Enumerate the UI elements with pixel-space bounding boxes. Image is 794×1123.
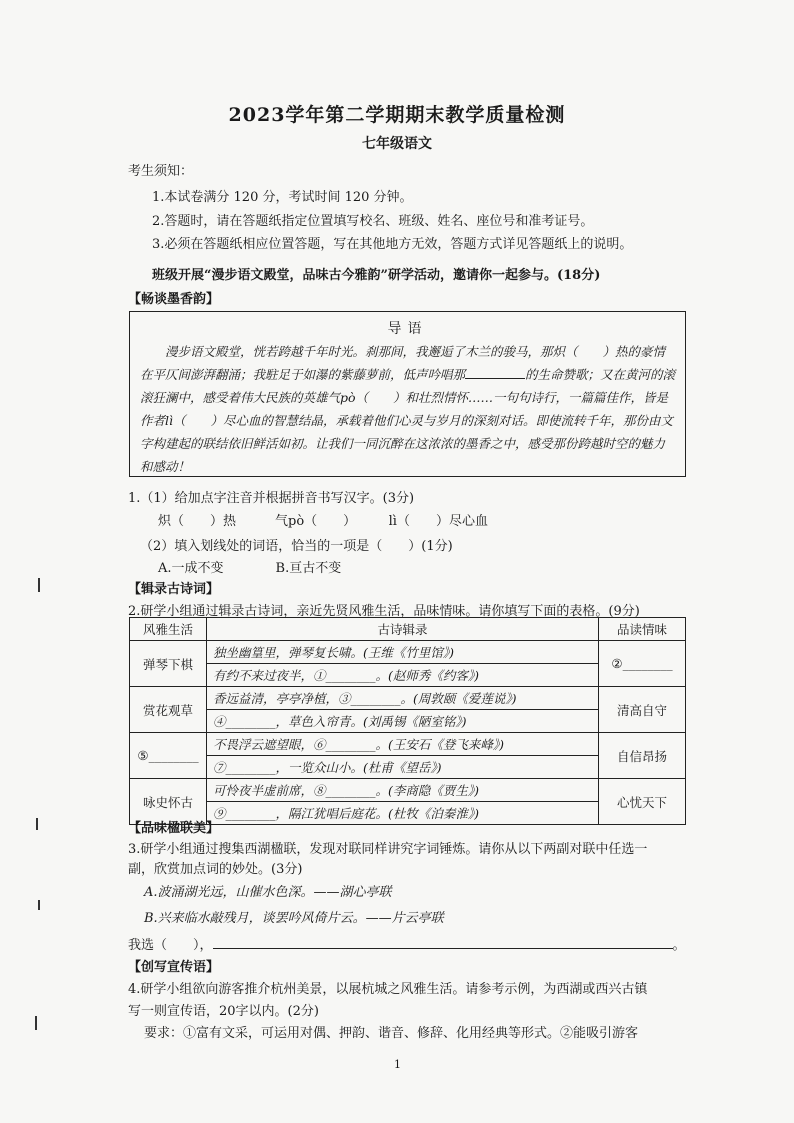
answer-line <box>128 934 686 953</box>
guide-title: 导语 <box>387 321 428 337</box>
table-header: 古诗辑录 <box>207 618 599 641</box>
scan-mark <box>38 900 40 910</box>
table-cell-category: ⑤________ <box>130 733 207 779</box>
answer-choice-label: 我选（ ）， <box>128 938 213 953</box>
answer-end: 。 <box>672 938 686 953</box>
notice-item: 1.本试卷满分 120 分，考试时间 120 分钟。 <box>152 190 413 205</box>
exam-title: 2023学年第二学期期末教学质量检测 <box>228 104 566 126</box>
table-cell-verse: ⑦________，一览众山小。(杜甫《望岳》) <box>207 756 599 779</box>
table-cell-verse: ④________，草色入帘青。(刘禹锡《陋室铭》) <box>207 710 599 733</box>
guide-box <box>129 311 686 477</box>
table-cell-category: 弹琴下棋 <box>130 641 207 687</box>
couplet-option-a: A.波涌湖光远，山催水色深。——湖心亭联 <box>144 885 392 900</box>
question-2-stem: 2.研学小组通过辑录古诗词，亲近先贤风雅生活，品味情味。请你填写下面的表格。(9分) <box>128 604 640 619</box>
section-heading: 【辑录古诗词】 <box>128 582 220 597</box>
question-4-stem-cont: 写一则宣传语，20字以内。(2分) <box>128 1004 319 1019</box>
activity-intro: 班级开展“漫步语文殿堂，品味古今雅韵”研学活动，邀请你一起参与。(18分) <box>152 268 601 283</box>
exam-subtitle: 七年级语文 <box>362 136 432 152</box>
question-1-options: A.一成不变 B.亘古不变 <box>158 561 342 576</box>
table-cell-category: 咏史怀古 <box>130 779 207 825</box>
guide-text-part2: 的生命赞歌；又在黄河的滚滚狂澜中，感受着伟大民族的英雄气pò（ ）和壮烈情怀……一句句诗行，一篇篇佳作，皆是作者lì（ ）尽心血的智慧结晶，承载着他们心灵与岁月的深刻对话。即使流转千年，那份由文字构建起的联结依旧鲜活如初。让我们一同沉醉在这浓浓的墨香之中，感受那份跨越时空的魅力和感动！ <box>140 367 676 474</box>
question-4-requirement: 要求：①富有文采，可运用对偶、押韵、谐音、修辞、化用经典等形式。②能吸引游客 <box>144 1026 639 1041</box>
table-cell-verse: 不畏浮云遮望眼，⑥________。(王安石《登飞来峰》) <box>207 733 599 756</box>
question-3-stem-cont: 副，欣赏加点词的妙处。(3分) <box>128 862 303 877</box>
scan-mark <box>38 578 40 592</box>
couplet-option-b: B.兴来临水敲残月，谈罢吟风倚片云。——片云亭联 <box>144 911 444 926</box>
poem-table <box>129 617 686 825</box>
table-row <box>130 687 686 710</box>
table-header: 风雅生活 <box>130 618 207 641</box>
guide-text <box>140 340 676 478</box>
question-1-items: 炽（ ）热 气pò（ ） lì（ ）尽心血 <box>158 514 488 529</box>
section-heading: 【畅谈墨香韵】 <box>128 292 220 307</box>
table-cell-feeling: 自信昂扬 <box>599 733 686 779</box>
section-heading: 【创写宣传语】 <box>128 960 220 975</box>
fill-blank-line <box>465 366 525 379</box>
question-3-stem: 3.研学小组通过搜集西湖楹联，发现对联同样讲究字词锤炼。请你从以下两副对联中任选一 <box>128 842 648 857</box>
table-cell-verse: 可怜夜半虚前席，⑧________。(李商隐《贾生》) <box>207 779 599 802</box>
scan-mark <box>36 818 38 830</box>
answer-blank <box>213 936 673 949</box>
table-cell-feeling: ②________ <box>599 641 686 687</box>
table-header-row <box>130 618 686 641</box>
table-row <box>130 779 686 802</box>
scan-mark <box>35 1016 37 1030</box>
table-cell-verse: 有约不来过夜半，①________。(赵师秀《约客》) <box>207 664 599 687</box>
guide-text-part1: 漫步语文殿堂，恍若跨越千年时光。刹那间，我邂逅了木兰的骏马，那炽（ ）热的豪情在平仄间澎湃翻涌；我駐足于如瀑的紫藤萝前，低声吟唱那 <box>140 344 666 382</box>
page-number: 1 <box>394 1058 401 1071</box>
question-1-part2: （2）填入划线处的词语，恰当的一项是（ ）(1分) <box>140 539 453 554</box>
notice-heading: 考生须知： <box>128 164 194 179</box>
table-cell-feeling: 心忧天下 <box>599 779 686 825</box>
table-cell-verse: 香远益清，亭亭净植，③________。(周敦颐《爱莲说》) <box>207 687 599 710</box>
table-cell-category: 赏花观草 <box>130 687 207 733</box>
table-row <box>130 733 686 756</box>
table-cell-feeling: 清高自守 <box>599 687 686 733</box>
table-cell-verse: ⑨________，隔江犹唱后庭花。(杜牧《泊秦淮》) <box>207 802 599 825</box>
table-cell-verse: 独坐幽篁里，弹琴复长啸。(王维《竹里馆》) <box>207 641 599 664</box>
table-row <box>130 641 686 664</box>
notice-item: 3.必须在答题纸相应位置答题，写在其他地方无效，答题方式详见答题纸上的说明。 <box>152 237 633 252</box>
table-header: 品读情味 <box>599 618 686 641</box>
question-1-stem: 1.（1）给加点字注音并根据拼音书写汉字。(3分) <box>128 491 415 506</box>
section-heading: 【品味楹联美】 <box>128 821 220 836</box>
notice-item: 2.答题时，请在答题纸指定位置填写校名、班级、姓名、座位号和准考证号。 <box>152 214 594 229</box>
question-4-stem: 4.研学小组欲向游客推介杭州美景，以展杭城之风雅生活。请参考示例，为西湖或西兴古镇 <box>128 982 648 997</box>
